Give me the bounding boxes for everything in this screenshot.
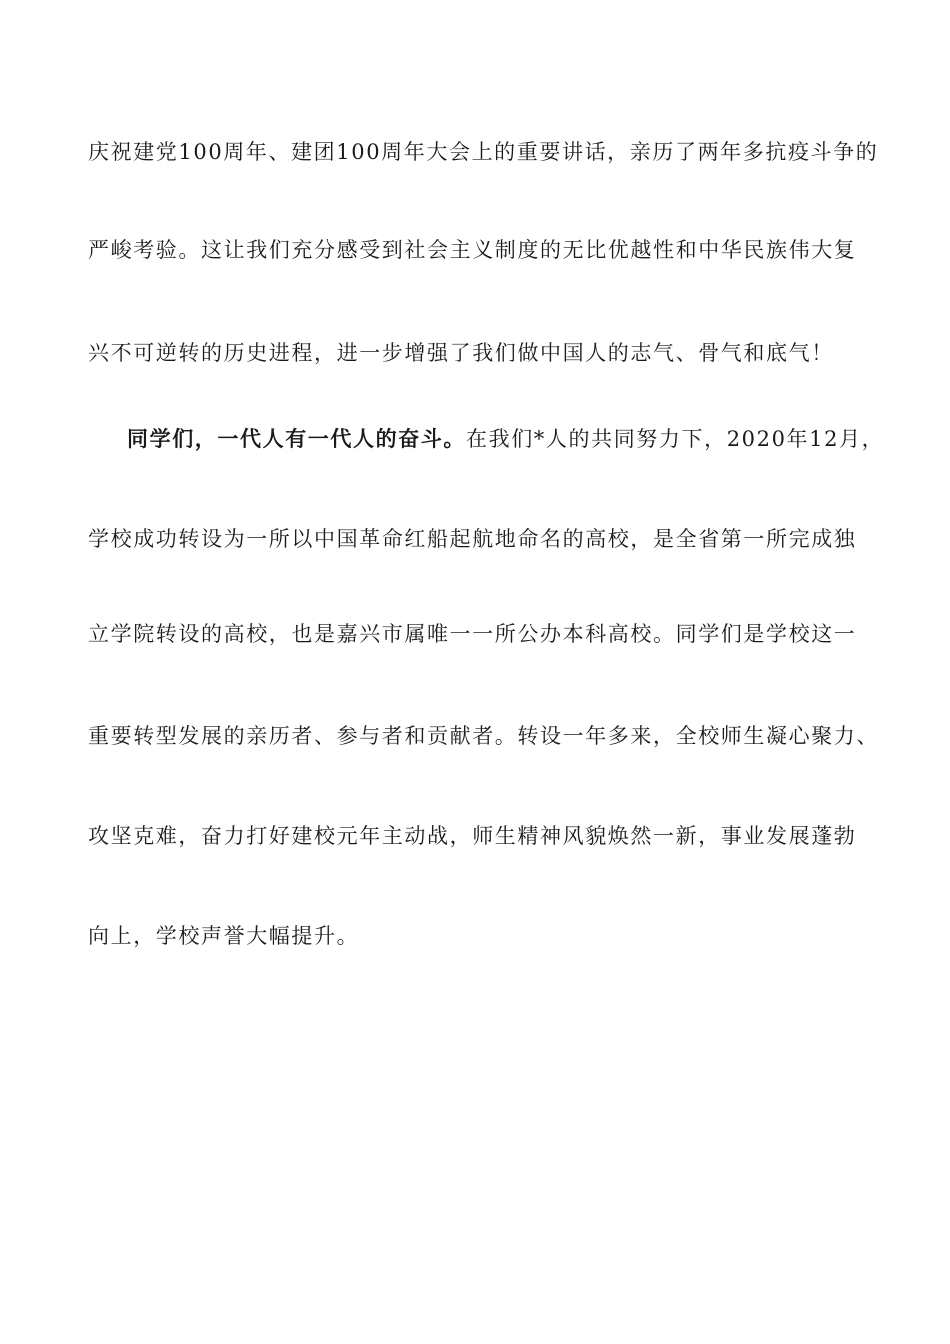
text-line: 学校成功转设为一所以中国革命红船起航地命名的高校，是全省第一所完成独 bbox=[88, 527, 857, 551]
paragraph-first-line bbox=[127, 425, 888, 453]
text-line: 攻坚克难，奋力打好建校元年主动战，师生精神风貌焕然一新，事业发展蓬勃 bbox=[88, 824, 857, 848]
text-line: 严峻考验。这让我们充分感受到社会主义制度的无比优越性和中华民族伟大复 bbox=[88, 238, 857, 262]
text-line: 重要转型发展的亲历者、参与者和贡献者。转设一年多来，全校师生凝心聚力、 bbox=[88, 724, 879, 748]
text-line: 向上，学校声誉大幅提升。 bbox=[88, 924, 360, 948]
bold-lead-text: 同学们，一代人有一代人的奋斗。 bbox=[127, 426, 466, 451]
text-line: 兴不可逆转的历史进程，进一步增强了我们做中国人的志气、骨气和底气！ bbox=[88, 341, 834, 365]
text-line: 立学院转设的高校，也是嘉兴市属唯一一所公办本科高校。同学们是学校这一 bbox=[88, 622, 857, 646]
first-line-rest: 在我们*人的共同努力下，2020年12月， bbox=[466, 427, 885, 451]
text-line: 庆祝建党100周年、建团100周年大会上的重要讲话，亲历了两年多抗疫斗争的 bbox=[88, 140, 879, 164]
